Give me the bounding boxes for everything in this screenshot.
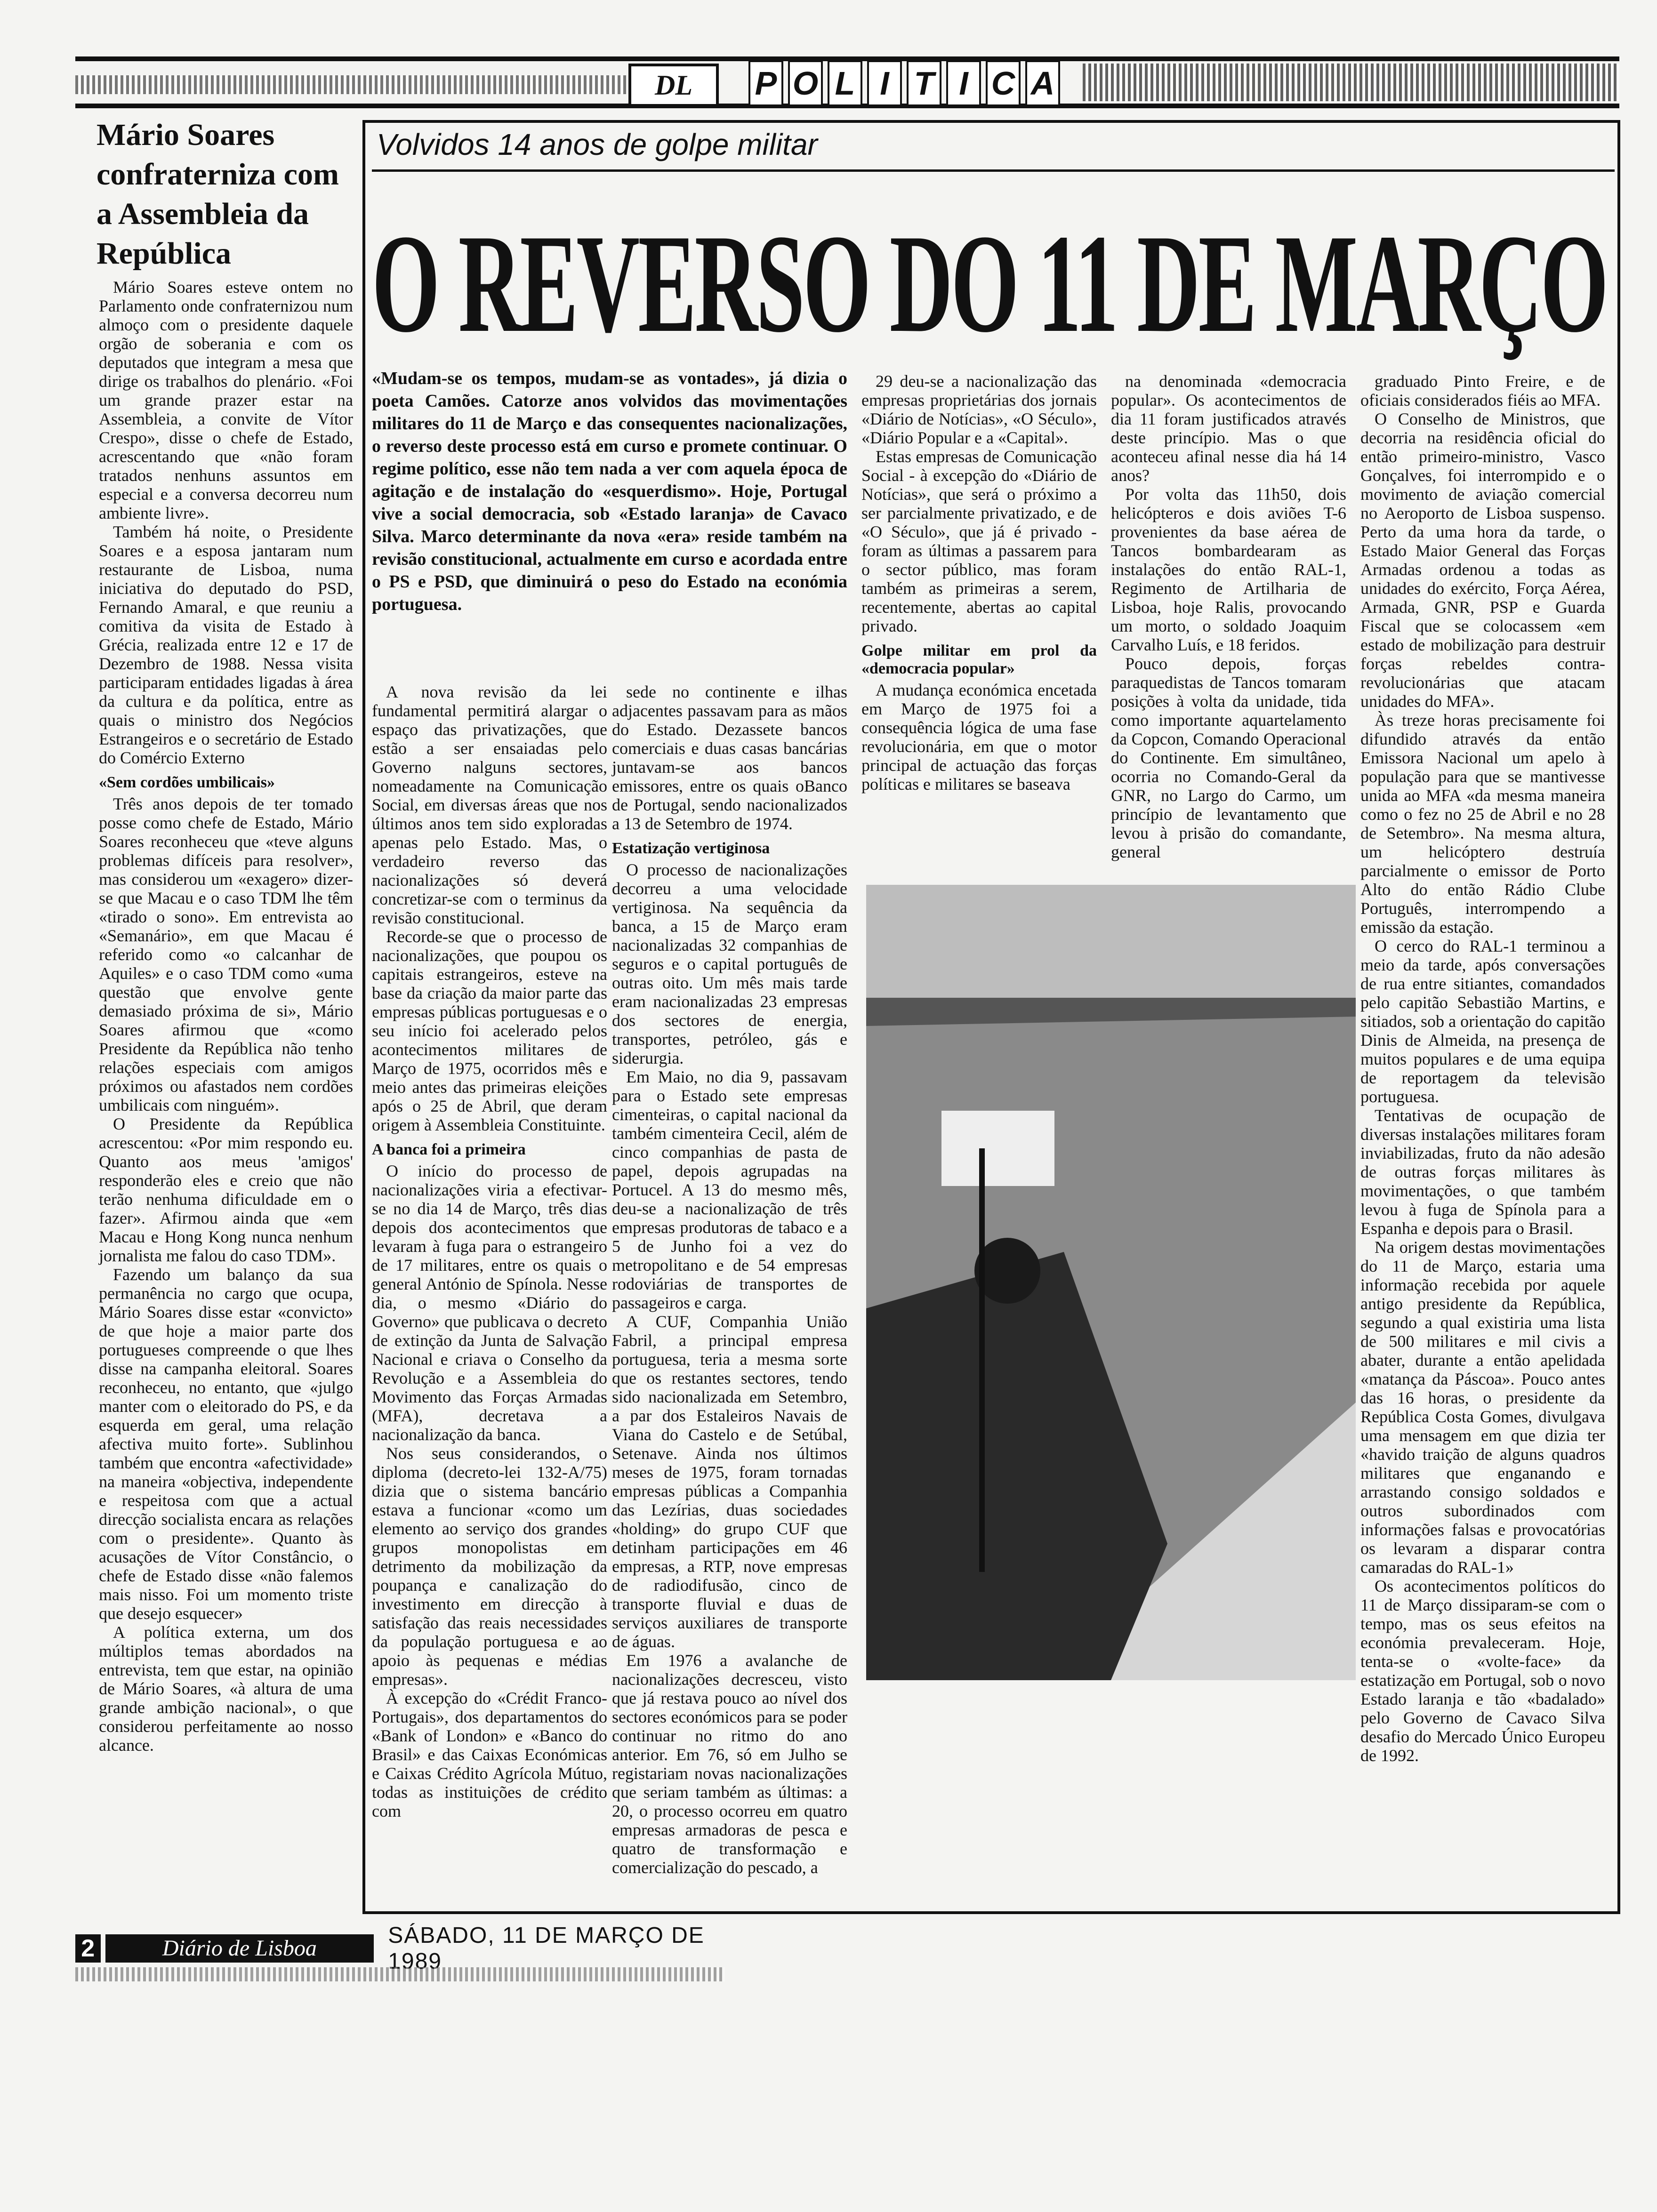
masthead-stripe-right <box>1083 64 1619 101</box>
article-paragraph: Recorde-se que o processo de nacionalizações, que poupou os capitais estrangeiros, esteve na base da criação da maior parte das empresas públicas portuguesas e o seu início foi acelerado pelos acontecimentos militares de Março de 1975, ocorridos mês e meio antes das primeiras eleições após o 25 de Abril, que deram origem à Assembleia Constituinte. <box>372 927 607 1134</box>
page-number: 2 <box>75 1934 101 1963</box>
sidebar-subhead: «Sem cordões umbilicais» <box>99 774 275 791</box>
section-label-politica <box>748 60 1065 105</box>
article-paragraph: Em 1976 a avalanche de nacionalizações decresceu, visto que já restava pouco ao nível dos sectores económicos para se poder continuar no ritmo do ano anterior. Em 76, só em Julho se registariam novas nacionalizações que seriam também as últimas: a 20, o processo ocorreu em quatro empresas armadoras de pesca e quatro de transformação e comercialização do pescado, a <box>612 1651 847 1877</box>
article-column-5 <box>1360 372 1605 1765</box>
article-paragraph: Os acontecimentos políticos do 11 de Março dissiparam-se com o tempo, mas os seus efeitos na económia prevaleceram. Hoje, tenta-se o «volte-face» da estatização em Portugal, sob o novo Estado laranja e tão «badalado» pelo Governo de Cavaco Silva desafio do Mercado Único Europeu de 1992. <box>1360 1577 1605 1765</box>
sidebar-column <box>99 278 353 1755</box>
article-paragraph: na denominada «democracia popular». Os acontecimentos de dia 11 foram justificados através deste princípio. Mas o que aconteceu afinal nesse dia há 14 anos? <box>1111 372 1346 485</box>
section-letter: A <box>1025 60 1060 106</box>
soldiers-photo <box>866 885 1356 1680</box>
sidebar-paragraph: Fazendo um balanço da sua permanência no cargo que ocupa, Mário Soares disse estar «convicto» de que hoje a maior parte dos portugueses compreende o que lhes disse na campanha eleitoral. Soares reconheceu, no entanto, que «julgo manter com o eleitorado do PS, e da esquerda em geral, uma relação afectiva muito forte». Sublinhou também que encontra «afectividade» na maneira «objectiva, independente e respeitosa com que a actual direcção socialista encara as relações com o presidente». Quanto às acusações de Vítor Constâncio, o chefe de Estado disse «não falemos mais nisso. Foi um momento triste que desejo esquecer» <box>99 1265 353 1623</box>
article-paragraph: O início do processo de nacionalizações viria a efectivar-se no dia 14 de Março, três dias depois dos acontecimentos que levaram à fuga para o estrangeiro de 17 militares, entre os quais o general António de Spínola. Nesse dia, o mesmo «Diário do Governo» que publicava o decreto de extinção da Junta de Salvação Nacional e criava o Conselho da Revolução e a Assembleia do Movimento das Forças Armadas (MFA), decretava a nacionalização da banca. <box>372 1162 607 1444</box>
sidebar-paragraph: A política externa, um dos múltiplos temas abordados na entrevista, tem que estar, na opinião de Mário Soares, «à altura de uma grande ambição nacional», o que considerou perfeitamente ao nosso alcance. <box>99 1623 353 1755</box>
article-headline: O REVERSO DO 11 DE MARÇO <box>372 205 1607 361</box>
sidebar-title: Mário Soares confraterniza com a Assembleia da República <box>97 118 339 271</box>
newspaper-name: Diário de Lisboa <box>105 1934 374 1963</box>
page-footer <box>75 1923 725 1974</box>
section-letter: O <box>788 60 823 106</box>
article-paragraph: 29 deu-se a nacionalização das empresas proprietárias dos jornais «Diário de Notícias», «O Século», «Diário Popular e a «Capital». <box>861 372 1097 447</box>
article-paragraph: Por volta das 11h50, dois helicópteros e dois aviões T-6 provenientes da base aérea de Tancos bombardearam as instalações do então RAL-1, Regimento de Artilharia de Lisboa, hoje Ralis, provocando um morto, o soldado Joaquim Carvalho Luís, e 18 feridos. <box>1111 485 1346 654</box>
sidebar-paragraph: O Presidente da República acrescentou: «Por mim respondo eu. Quanto aos meus 'amigos' responderão eles e creio que não terão nenhuma dificuldade em o fazer». Afirmou ainda que «em Macau e Hong Kong nunca nenhum jornalista me falou do caso TDM». <box>99 1114 353 1265</box>
article-column-4 <box>1111 372 1346 861</box>
section-letter: P <box>748 60 783 106</box>
article-paragraph: graduado Pinto Freire, e de oficiais considerados fiéis ao MFA. <box>1360 372 1605 409</box>
section-letter: I <box>946 60 981 106</box>
sidebar-paragraph: Mário Soares esteve ontem no Parlamento onde confraternizou num almoço com o presidente daquele orgão de soberania e com os deputados que integram a mesa que dirige os trabalhos do plenário. «Foi um grande prazer estar na Assembleia, a convite de Vítor Crespo», disse o chefe de Estado, acrescentando que «não foram tratados nenhuns assuntos em especial e a conversa decorreu num ambiente livre». <box>99 278 353 522</box>
section-letter: C <box>986 60 1021 106</box>
article-column-3 <box>861 372 1097 793</box>
article-column-2 <box>612 682 847 1877</box>
article-paragraph: sede no continente e ilhas adjacentes passavam para as mãos do Estado. Dezassete bancos comerciais e duas casas bancárias juntavam-se aos bancos emissores, entre os quais oBanco de Portugal, sendo nacionalizados a 13 de Setembro de 1974. <box>612 682 847 833</box>
article-paragraph: À excepção do «Crédit Franco-Portugais», dos departamentos do «Bank of London» e «Banco do Brasil» e das Caixas Económicas e Caixas Crédito Agrícola Mútuo, todas as instituições de crédito com <box>372 1689 607 1820</box>
article-paragraph: Estas empresas de Comunicação Social - à excepção do «Diário de Notícias», que será o próximo a ser parcialmente privatizado, e de «O Século», que já é privado - foram as últimas a passarem para o sector público, mas foram também as primeiras a serem, recentemente, abertas ao capital privado. <box>861 447 1097 635</box>
dl-logo: DL <box>628 64 719 107</box>
article-lead: «Mudam-se os tempos, mudam-se as vontades», já dizia o poeta Camões. Catorze anos volvidos das movimentações militares do 11 de Março e das consequentes nacionalizações, o reverso deste processo está em curso e promete continuar. O regime político, esse não tem nada a ver com aquela época de agitação e de instalação do «esquerdismo». Hoje, Portugal vive a social democracia, sob «Estado laranja» de Cavaco Silva. Marco determinante da nova «era» reside também na revisão constitucional, actualmente em curso e acordada entre o PS e PSD, que diminuirá o peso do Estado na económia portuguesa. <box>372 369 847 614</box>
article-column-1 <box>372 682 607 1820</box>
article-kicker: Volvidos 14 anos de golpe militar <box>377 128 818 161</box>
article-paragraph: A mudança económica encetada em Março de 1975 foi a consequência lógica de uma fase revolucionária, em que o motor principal de actuação das forças políticas e militares se baseava <box>861 681 1097 793</box>
article-paragraph: A nova revisão da lei fundamental permitirá alargar o espaço das privatizações, que estão a ser ensaiadas pelo Governo nalguns sectores, nomeadamente na Comunicação Social, em diversas áreas que nos últimos anos tem sido exploradas apenas pelo Estado. Mas, o verdadeiro reverso das nacionalizações só deverá concretizar-se com o terminus da revisão constitucional. <box>372 682 607 927</box>
issue-date: SÁBADO, 11 DE MARÇO DE 1989 <box>388 1923 705 1974</box>
kicker-underline <box>372 169 1615 172</box>
article-subhead: Golpe militar em prol da «democracia popular» <box>861 642 1097 677</box>
article-paragraph: Tentativas de ocupação de diversas instalações militares foram inviabilizadas, fruto da não adesão de outras forças militares às movimentações, o que também levou à fuga de Spínola para a Espanha e depois para o Brasil. <box>1360 1106 1605 1238</box>
photo-illustration <box>866 885 1356 1680</box>
article-paragraph: O Conselho de Ministros, que decorria na residência oficial do então primeiro-ministro, Vasco Gonçalves, foi interrompido e o movimento de aviação comercial no Aeroporto de Lisboa suspenso. Perto da uma hora da tarde, o Estado Maior General das Forças Armadas ordenou a todas as unidades do exército, Força Aérea, Armada, GNR, PSP e Guarda Fiscal que se colocassem «em estado de mobilização para destruir forças rebeldes contra-revolucionárias que atacam unidades do MFA». <box>1360 409 1605 711</box>
article-paragraph: Nos seus considerandos, o diploma (decreto-lei 132-A/75) dizia que o sistema bancário estava a funcionar «como um elemento ao serviço dos grandes grupos monopolistas em detrimento da mobilização da poupança e canalização do investimento em direcção à satisfação das reais necessidades da população portuguesa e ao apoio às pequenas e médias empresas». <box>372 1444 607 1689</box>
article-paragraph: A CUF, Companhia União Fabril, a principal empresa portuguesa, teria a mesma sorte que os restantes sectores, tendo sido nacionalizada em Setembro, a par dos Estaleiros Navais de Viana do Castelo e de Setúbal, Setenave. Ainda nos últimos meses de 1975, foram tornadas empresas públicas a Companhia das Lezírias, duas sociedades «holding» do grupo CUF que detinham participações em 46 empresas, a RTP, nove empresas de radiodifusão, cinco de transporte fluvial e duas de serviços auxiliares de transporte de águas. <box>612 1312 847 1651</box>
article-paragraph: Às treze horas precisamente foi difundido através da então Emissora Nacional um apelo à população para que se mantivesse unida ao MFA «da mesma maneira como o fez no 25 de Abril e no 28 de Setembro». Na mesma altura, um helicóptero destruía parcialmente o emissor de Porto Alto do então Rádio Clube Português, interrompendo a emissão da estação. <box>1360 711 1605 937</box>
article-paragraph: Na origem destas movimentações do 11 de Março, estaria uma informação recebida por aquele antigo presidente da República, segundo a qual existiria uma lista de 500 militares e mil civis a abater, durante a então apelidada «matança da Páscoa». Pouco antes das 16 horas, o presidente da República Costa Gomes, divulgava uma mensagem em que dizia ter «havido traição de alguns quadros militares que enganando e arrastando consigo soldados e outros subordinados com informações falsas e provocatórias os levaram a disparar contra camaradas do RAL-1» <box>1360 1238 1605 1577</box>
article-subhead: Estatização vertiginosa <box>612 840 770 857</box>
article-paragraph: Em Maio, no dia 9, passavam para o Estado sete empresas cimenteiras, o capital nacional da também cimenteira Cecil, além de cinco companhias de pasta de papel, depois agrupadas na Portucel. A 13 do mesmo mês, deu-se a nacionalização de três empresas produtoras de tabaco e a 5 de Junho foi a vez do metropolitano e de 54 empresas rodoviárias de transportes de passageiros e carga. <box>612 1067 847 1312</box>
sidebar-paragraph: Três anos depois de ter tomado posse como chefe de Estado, Mário Soares reconheceu que «teve alguns problemas difíceis para resolver», mas considerou um «exagero» dizer-se que Macau e o caso TDM lhe têm «tirado o sono». Em entrevista ao «Semanário», em que Macau é referido como «o calcanhar de Aquiles» e o caso TDM como «uma questão que envolve gente demasiado próxima de si», Mário Soares afirmou que «como Presidente da República não tenho relações especiais com amigos próximos ou afastados nem cordões umbilicais com ninguém». <box>99 794 353 1114</box>
section-letter: T <box>907 60 941 106</box>
section-letter: I <box>867 60 902 106</box>
article-paragraph: O processo de nacionalizações decorreu a uma velocidade vertiginosa. Na sequência da banca, a 15 de Março eram nacionalizadas 32 companhias de seguros e o capital português de outras oito. Um mês mais tarde eram nacionalizadas 23 empresas dos sectores de energia, transportes, petróleo, gás e siderurgia. <box>612 860 847 1067</box>
article-subhead: A banca foi a primeira <box>372 1141 526 1158</box>
article-paragraph: O cerco do RAL-1 terminou a meio da tarde, após conversações de rua entre sitiantes, comandados pelo capitão Sebastião Martins, e sitiados, sob a orientação do capitão Dinis de Almeida, na presença de muitos populares e de uma equipa de reportagem da televisão portuguesa. <box>1360 937 1605 1106</box>
section-letter: L <box>828 60 862 106</box>
bottom-scan-stripe <box>75 1967 725 1981</box>
article-paragraph: Pouco depois, forças paraquedistas de Tancos tomaram posições à volta da unidade, tida como importante aquartelamento da Copcon, Comando Operacional do Continente. Em simultâneo, ocorria no Comando-Geral da GNR, no Largo do Carmo, um princípio de levantamento que levou à prisão do comandante, general <box>1111 654 1346 861</box>
sidebar-paragraph: Também há noite, o Presidente Soares e a esposa jantaram num restaurante de Lisboa, numa iniciativa do deputado do PSD, Fernando Amaral, e que reuniu a comitiva da visita de Estado à Grécia, realizada entre 12 e 17 de Dezembro de 1988. Nessa visita participaram entidades ligadas à área da cultura e da política, entre as quais o ministro dos Negócios Estrangeiros e o secretário de Estado do Comércio Externo <box>99 522 353 767</box>
